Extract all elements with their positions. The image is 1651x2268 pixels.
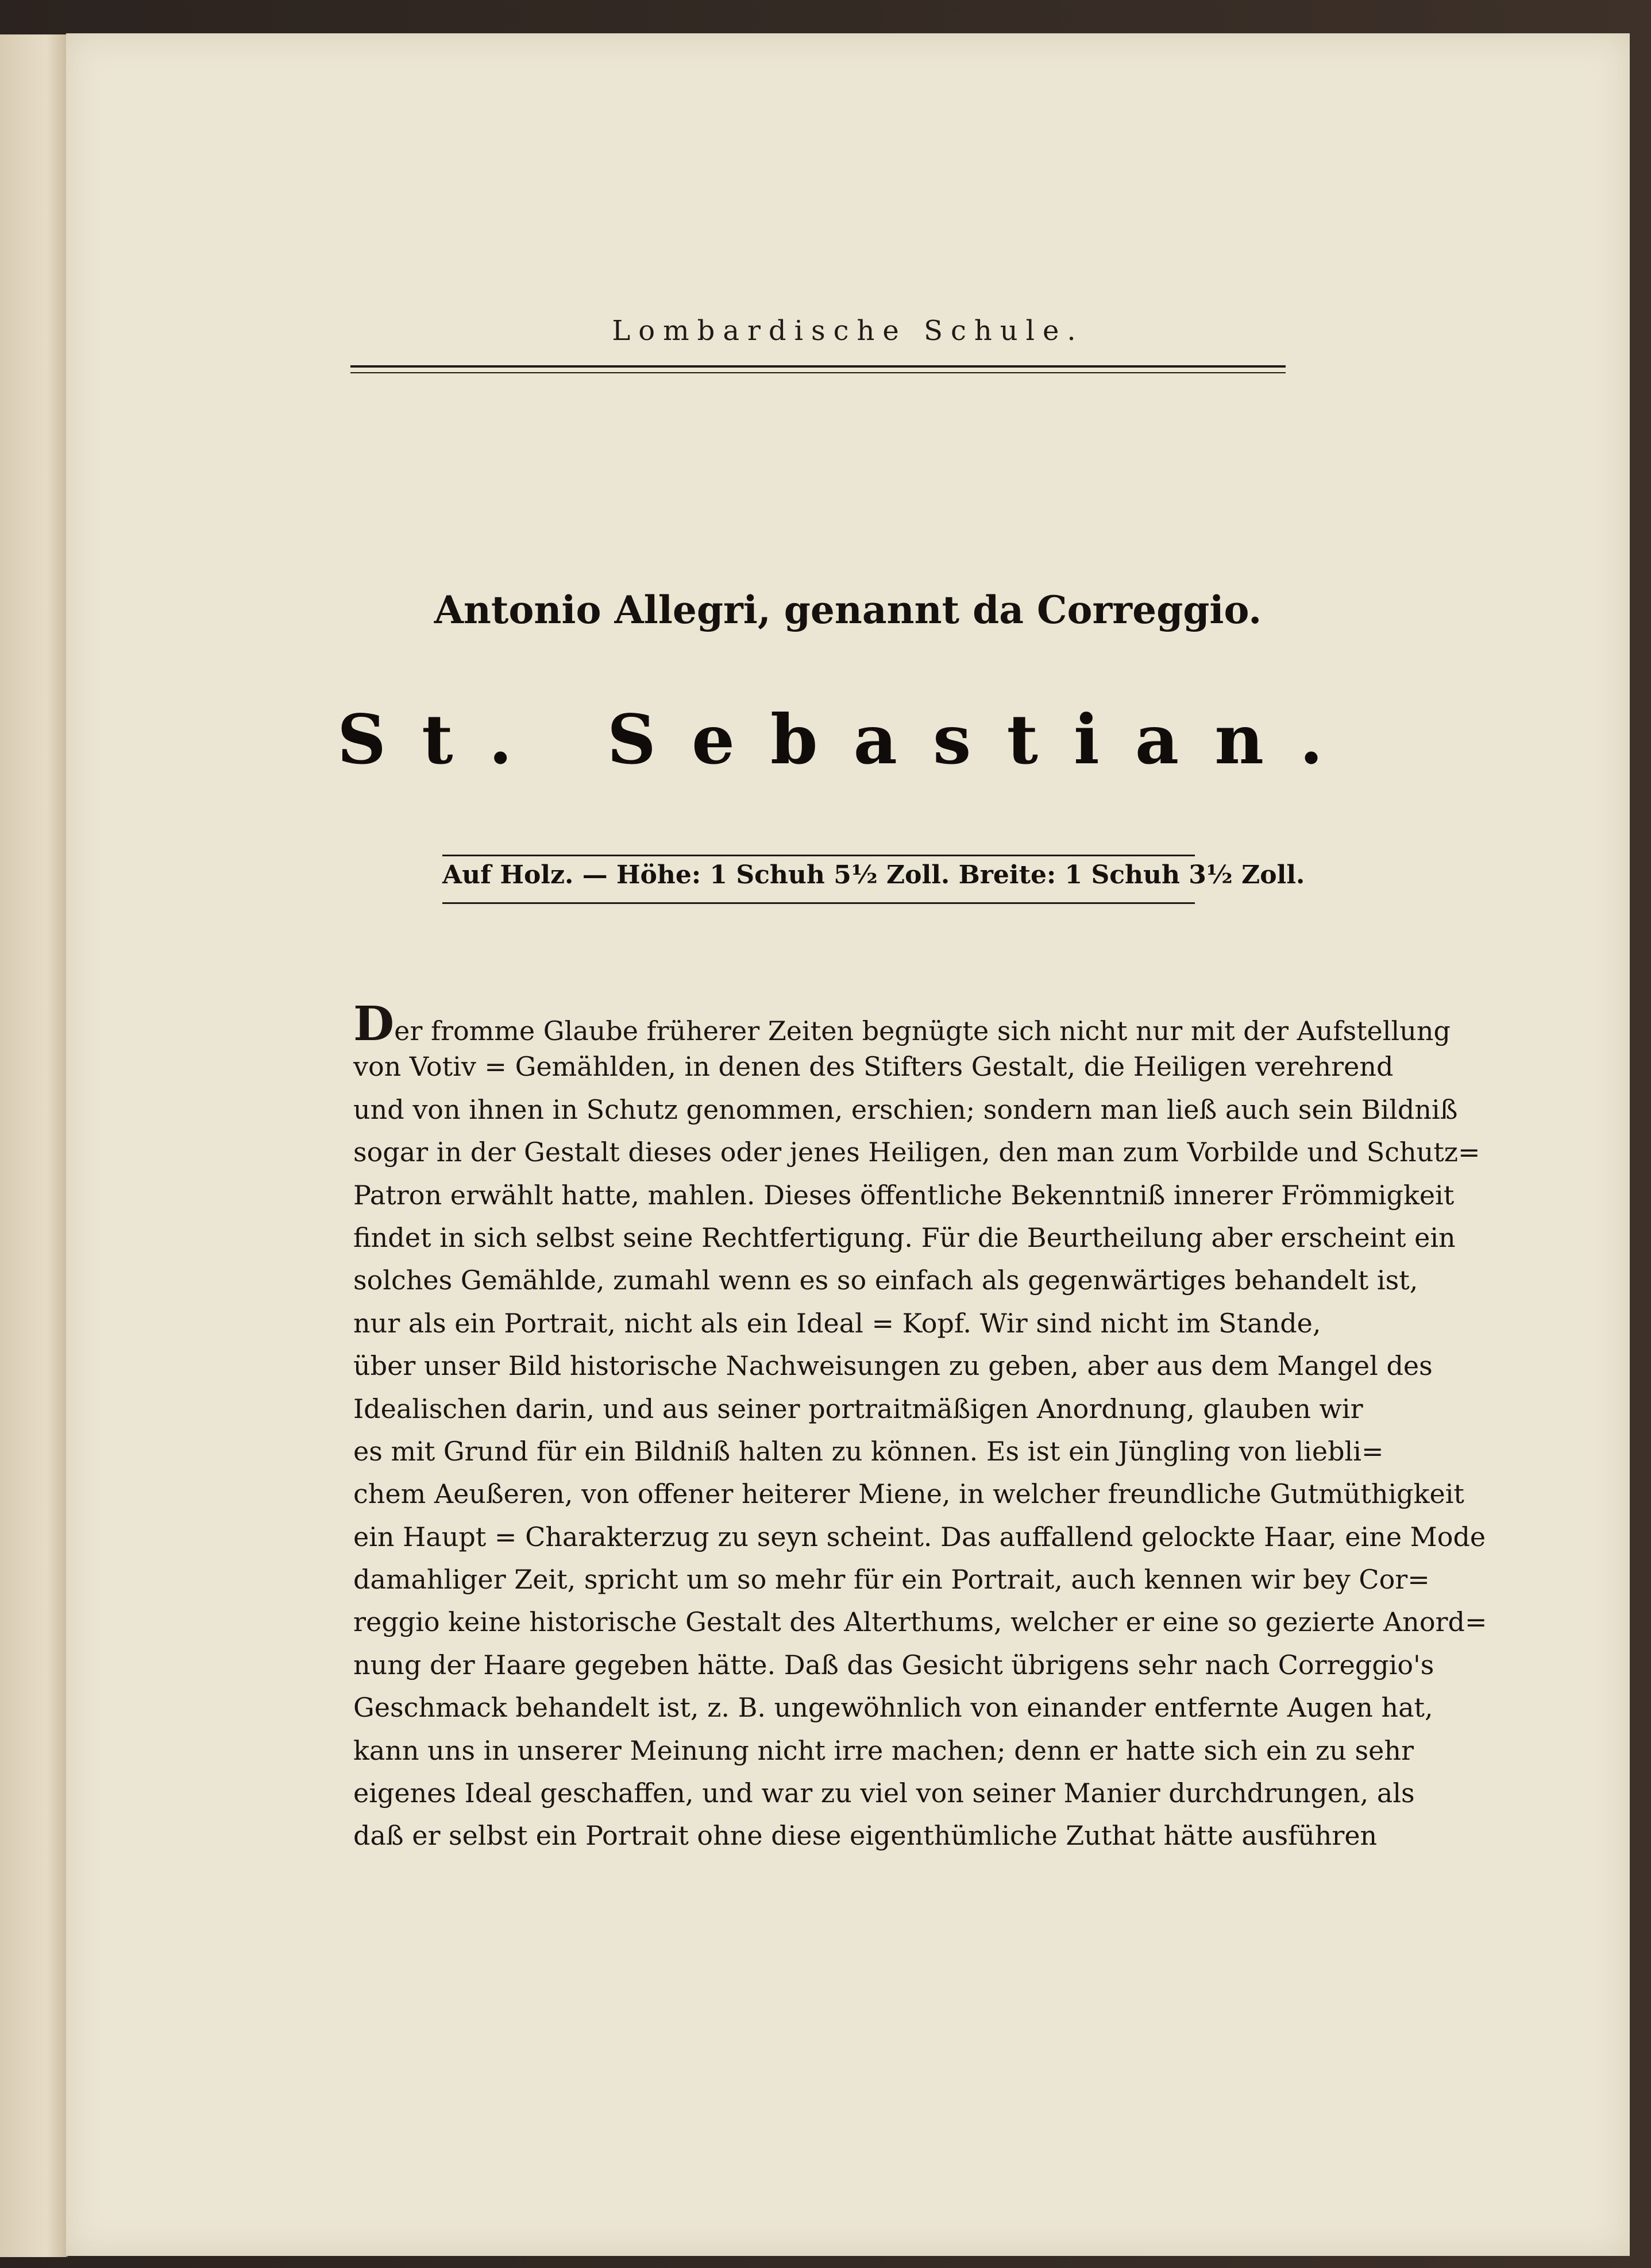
book-page [66, 33, 1630, 2256]
text-line: findet in sich selbst seine Rechtfertigung. Für die Beurtheilung aber erscheint ein [353, 1222, 1456, 1253]
text-line: es mit Grund für ein Bildniß halten zu können. Es ist ein Jüngling von liebli= [353, 1435, 1384, 1467]
running-head: Lombardische Schule. [612, 315, 1084, 347]
text-line: solches Gemählde, zumahl wenn es so einfach als gegenwärtiges behandelt ist, [353, 1265, 1418, 1296]
text-line: von Votiv = Gemählden, in denen des Stifters Gestalt, die Heiligen verehrend [353, 1051, 1394, 1083]
text-line: chem Aeußeren, von offener heiterer Miene, in welcher freundliche Gutmüthigkeit [353, 1478, 1464, 1510]
text-line: Idealischen darin, und aus seiner portraitmäßigen Anordnung, glauben wir [353, 1393, 1363, 1424]
dimensions-rule-bottom [442, 902, 1195, 904]
dimensions-line: Auf Holz. — Höhe: 1 Schuh 5½ Zoll. Breite: 1 Schuh 3½ Zoll. [442, 860, 1305, 890]
text-line: daß er selbst ein Portrait ohne diese eigenthümliche Zuthat hätte ausführen [353, 1820, 1378, 1852]
text-line: über unser Bild historische Nachweisungen zu geben, aber aus dem Mangel des [353, 1350, 1433, 1382]
text-line: eigenes Ideal geschaffen, und war zu viel von seiner Manier durchdrungen, als [353, 1778, 1415, 1809]
text-line: Patron erwählt hatte, mahlen. Dieses öffentliche Bekenntniß innerer Frömmigkeit [353, 1179, 1455, 1211]
text-line: und von ihnen in Schutz genommen, erschien; sondern man ließ auch sein Bildniß [353, 1094, 1458, 1125]
text-line: kann uns in unserer Meinung nicht irre machen; denn er hatte sich ein zu sehr [353, 1734, 1414, 1766]
artwork-title: St. Sebastian. [337, 700, 1359, 779]
text-line: reggio keine historische Gestalt des Alterthums, welcher er eine so gezierte Anord= [353, 1606, 1487, 1638]
dimensions-rule-top [442, 855, 1195, 856]
text-line: sogar in der Gestalt dieses oder jenes Heiligen, den man zum Vorbilde und Schutz= [353, 1137, 1480, 1168]
text-line: ein Haupt = Charakterzug zu seyn scheint. Das auffallend gelockte Haar, eine Mode [353, 1521, 1486, 1552]
left-page-edge [0, 34, 68, 2257]
text-line: nung der Haare gegeben hätte. Daß das Gesicht übrigens sehr nach Correggio's [353, 1649, 1434, 1680]
artist-heading: Antonio Allegri, genannt da Correggio. [434, 588, 1262, 632]
header-double-rule [350, 365, 1286, 373]
text-line: Der fromme Glaube früherer Zeiten begnügte sich nicht nur mit der Aufstellung [353, 996, 1451, 1052]
text-line: nur als ein Portrait, nicht als ein Ideal = Kopf. Wir sind nicht im Stande, [353, 1307, 1321, 1339]
body-paragraph [353, 996, 1487, 1857]
text-line: Geschmack behandelt ist, z. B. ungewöhnlich von einander entfernte Augen hat, [353, 1692, 1433, 1724]
text-line: damahliger Zeit, spricht um so mehr für ein Portrait, auch kennen wir bey Cor= [353, 1564, 1430, 1595]
